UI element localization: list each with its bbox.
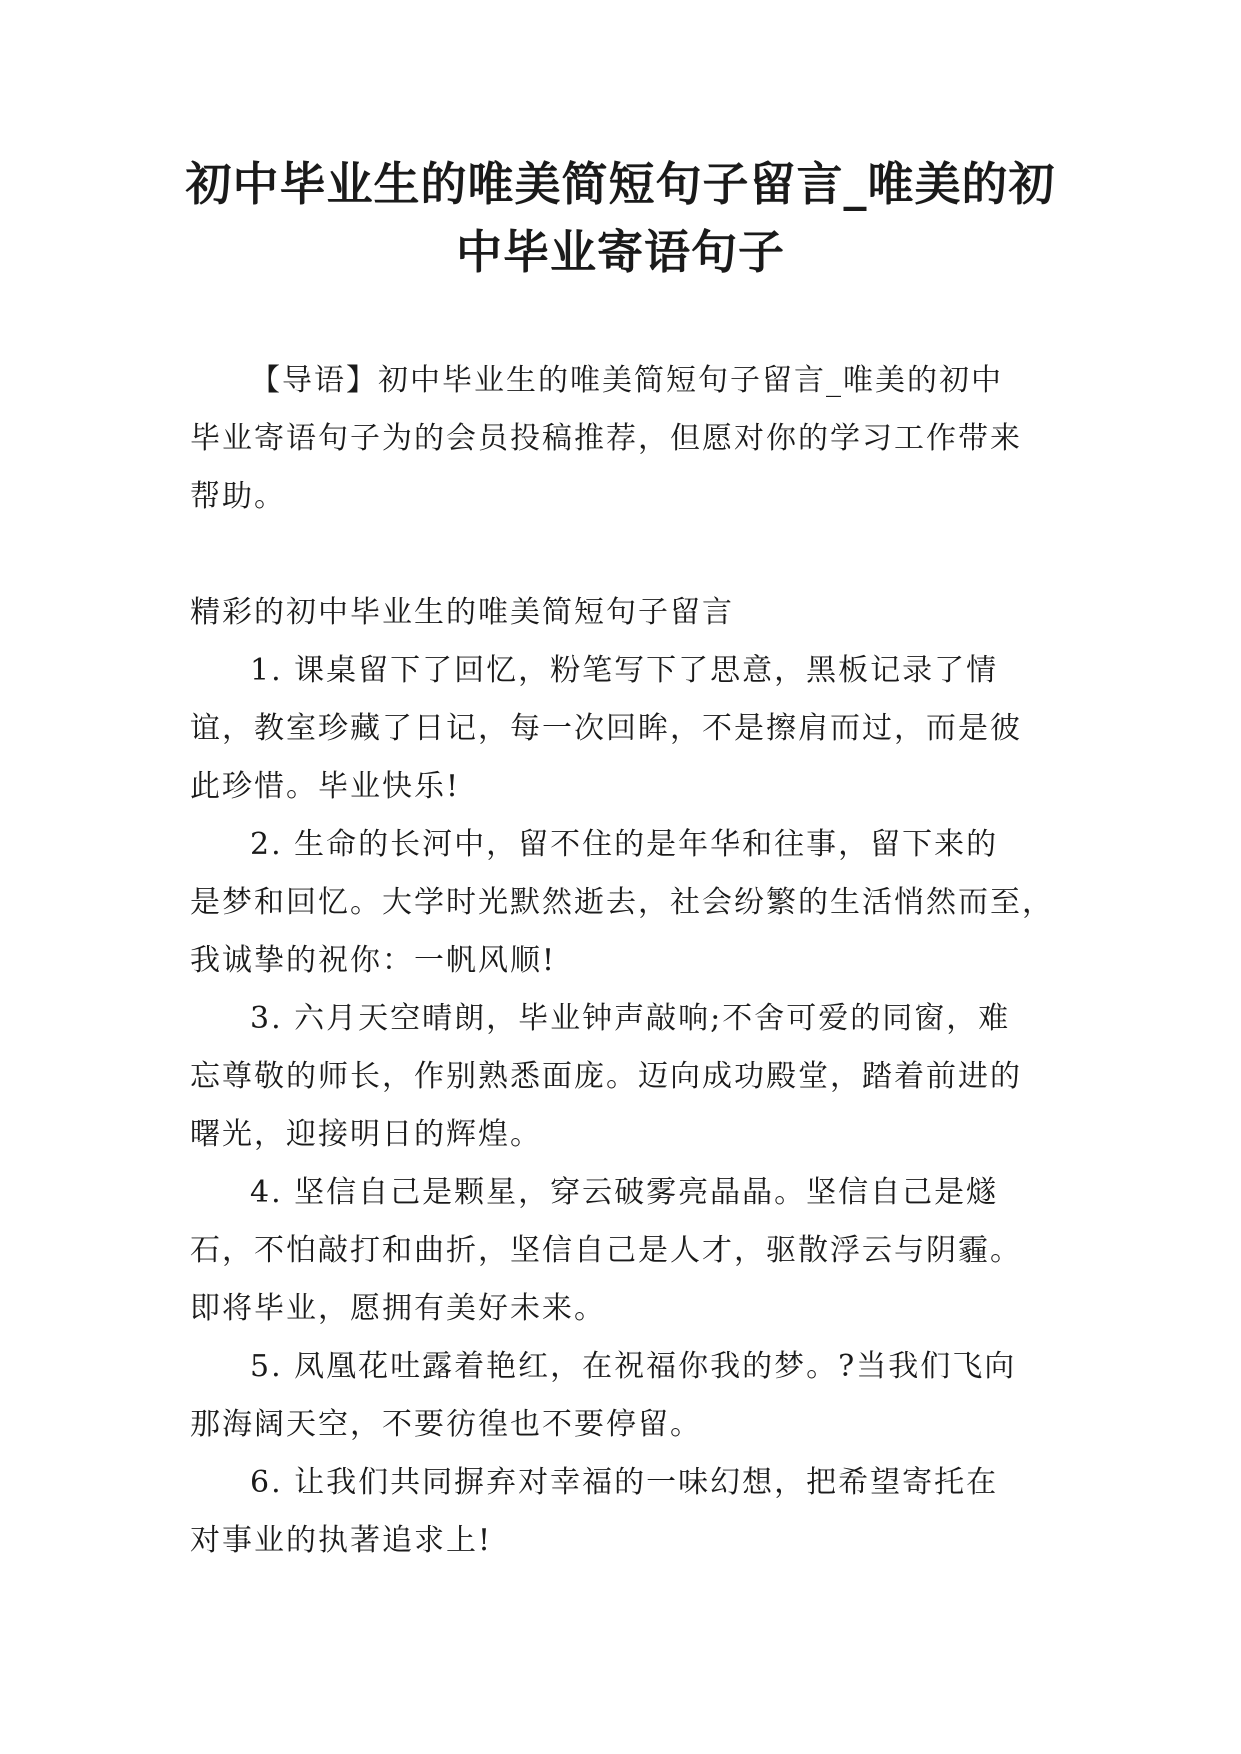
text-line: 此珍惜。毕业快乐! bbox=[190, 769, 461, 804]
text-line: 是梦和回忆。大学时光默然逝去，社会纷繁的生活悄然而至， bbox=[190, 885, 1054, 920]
text-line: 毕业寄语句子为的会员投稿推荐，但愿对你的学习工作带来 bbox=[190, 421, 1022, 456]
document-body bbox=[190, 352, 1054, 1570]
text-line: 1. 课桌留下了回忆，粉笔写下了思意，黑板记录了情 bbox=[250, 653, 999, 688]
text-line: 帮助。 bbox=[190, 479, 286, 514]
list-item bbox=[190, 990, 1050, 1164]
list-item bbox=[190, 642, 1050, 816]
list-item bbox=[190, 1454, 1050, 1570]
text-line: 对事业的执著追求上! bbox=[190, 1523, 493, 1558]
text-line: 忘尊敬的师长，作别熟悉面庞。迈向成功殿堂，踏着前进的 bbox=[190, 1059, 1022, 1094]
text-line: 【导语】初中毕业生的唯美简短句子留言_唯美的初中 bbox=[250, 363, 1003, 398]
text-line: 4. 坚信自己是颗星，穿云破雾亮晶晶。坚信自己是燧 bbox=[250, 1175, 999, 1210]
text-line: 即将毕业，愿拥有美好未来。 bbox=[190, 1291, 606, 1326]
text-line: 谊，教室珍藏了日记，每一次回眸，不是擦肩而过，而是彼 bbox=[190, 711, 1022, 746]
section-heading: 精彩的初中毕业生的唯美简短句子留言 bbox=[190, 595, 734, 630]
list-item bbox=[190, 1338, 1050, 1454]
text-line: 6. 让我们共同摒弃对幸福的一味幻想，把希望寄托在 bbox=[250, 1465, 999, 1500]
document-title bbox=[150, 150, 1091, 286]
text-line: 那海阔天空，不要彷徨也不要停留。 bbox=[190, 1407, 702, 1442]
text-line: 5. 凤凰花吐露着艳红，在祝福你我的梦。?当我们飞向 bbox=[250, 1349, 1017, 1384]
text-line: 我诚挚的祝你：一帆风顺! bbox=[190, 943, 557, 978]
text-line: 3. 六月天空晴朗，毕业钟声敲响;不舍可爱的同窗，难 bbox=[250, 1001, 1011, 1036]
title-line: 中毕业寄语句子 bbox=[456, 225, 785, 279]
text-line: 曙光，迎接明日的辉煌。 bbox=[190, 1117, 542, 1152]
list-item bbox=[190, 816, 1054, 990]
list-item bbox=[190, 1164, 1050, 1338]
intro-paragraph bbox=[190, 352, 1050, 526]
title-line: 初中毕业生的唯美简短句子留言_唯美的初 bbox=[185, 157, 1056, 211]
text-line: 2. 生命的长河中，留不住的是年华和往事，留下来的 bbox=[250, 827, 999, 862]
text-line: 石，不怕敲打和曲折，坚信自己是人才，驱散浮云与阴霾。 bbox=[190, 1233, 1022, 1268]
